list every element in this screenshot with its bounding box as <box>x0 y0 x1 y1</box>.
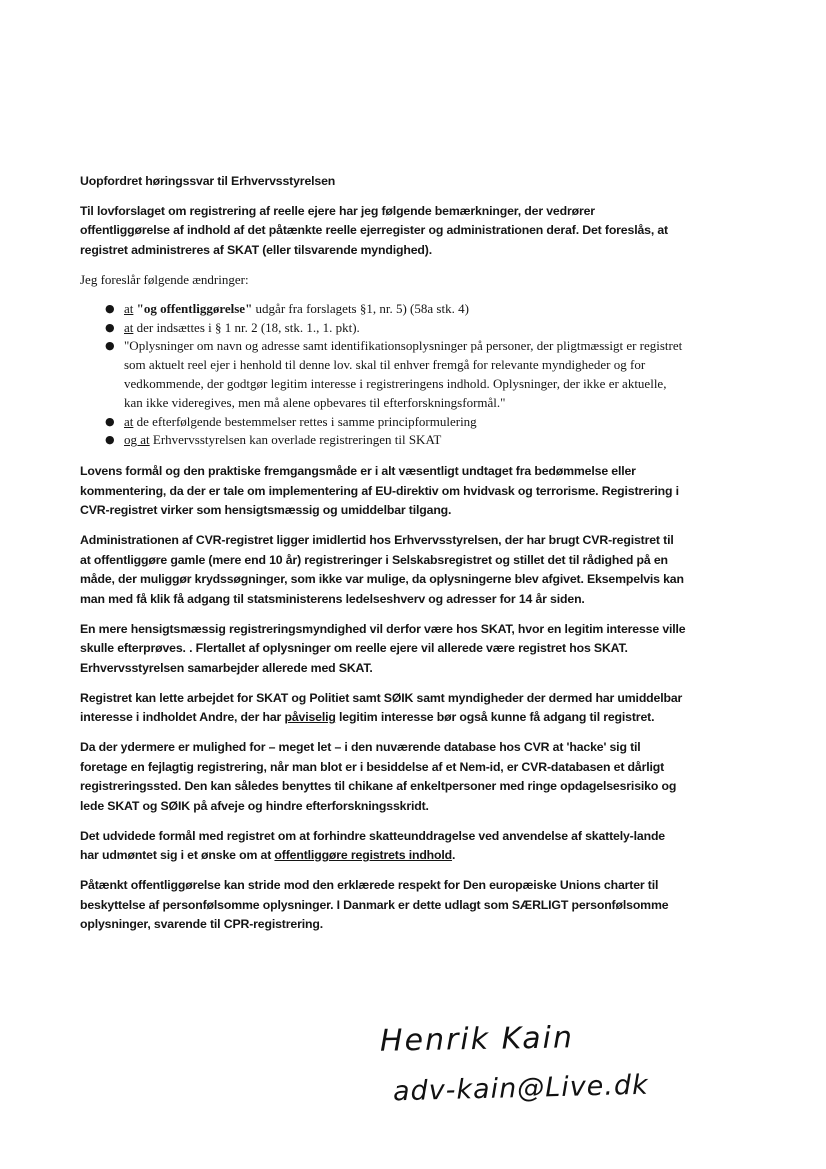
bullet-text: udgår fra forslagets §1, nr. 5) (58a stk. 4) <box>252 300 469 316</box>
paragraph-text: legitim interesse bør også kunne få adgang til registret. <box>335 710 655 725</box>
letter-body <box>80 172 686 945</box>
list-item <box>105 431 686 450</box>
bullet-prefix: at <box>124 413 134 429</box>
bullet-text: der indsættes i § 1 nr. 2 (18, stk. 1., 1. pkt). <box>133 319 360 335</box>
paragraph-text: Registret kan lette arbejdet for SKAT og Politiet samt SØIK samt myndigheder der dermed har umiddelbar interesse i indholdet Andre, der har <box>80 690 683 725</box>
bullet-icon: ● <box>105 320 115 334</box>
paragraph-tax-havens <box>80 827 686 866</box>
paragraph-charter: Påtænkt offentliggørelse kan stride mod den erklærede respekt for Den europæiske Unions charter til beskyttelse af personfølsomme oplysninger. I Danmark er dette udlagt som SÆRLIGT personfølsomme oplysninger, svarende til CPR-registrering. <box>80 878 669 932</box>
signature-email: adv-kain@Live.dk <box>392 1069 650 1108</box>
bullet-icon: ● <box>105 339 115 353</box>
paragraph-access <box>80 689 686 728</box>
bullet-prefix: at <box>124 300 134 316</box>
proposals-lead: Jeg foreslår følgende ændringer: <box>80 271 249 287</box>
bullet-text: Erhvervsstyrelsen kan overlade registreringen til SKAT <box>149 432 442 448</box>
bullet-prefix: og at <box>124 432 150 448</box>
bullet-icon: ● <box>105 414 115 428</box>
list-item <box>105 300 686 319</box>
list-item <box>105 413 686 432</box>
paragraph-text: . <box>452 848 456 863</box>
bullet-text: "Oplysninger om navn og adresse samt identifikationsoplysninger på personer, der pligtmæssigt er registret som aktuelt reel ejer i henhold til denne lov. skal til enhver fremgå for relevante myndigheder og for vedkommende, der godtgør legitim interesse i registreringens indhold. Oplysninger, der ikke er aktuelle, kan ikke videregives, men må alene opbevares til efterforskningsformål." <box>124 338 683 410</box>
paragraph-text: Det udvidede formål med registret om at forhindre skatteunddragelse ved anvendelse af skattely-lande har udmøntet sig i et ønske om at <box>80 828 665 863</box>
proposal-list <box>80 300 686 450</box>
paragraph-purpose: Lovens formål og den praktiske fremgangsmåde er i alt væsentligt undtaget fra bedømmelse eller kommentering, da der er tale om implementering af EU-direktiv om hvidvask og terrorisme. Registrering i CVR-registret virker som hensigtsmæssig og umiddelbar tilgang. <box>80 464 679 518</box>
list-item <box>105 319 686 338</box>
underlined-word: påviselig <box>284 710 336 725</box>
bullet-prefix: at <box>124 319 134 335</box>
underlined-phrase: offentliggøre registrets indhold <box>274 848 453 863</box>
bullet-text: de efterfølgende bestemmelser rettes i samme principformulering <box>133 413 477 429</box>
paragraph-administration: Administrationen af CVR-registret ligger imidlertid hos Erhvervsstyrelsen, der har brugt CVR-registret til at offentliggøre gamle (mere end 10 år) registreringer i Selskabsregistret og stillet det til rådighed på en måde, der muliggør krydssøgninger, som ikke var mulige, da oplysningerne blev afgivet. Eksempelvis kan man med få klik få adgang til statsministerens ledelseshverv og adresser for 14 år siden. <box>80 533 684 606</box>
intro-paragraph: Til lovforslaget om registrering af reelle ejere har jeg følgende bemærkninger, der vedrører offentliggørelse af indhold af det påtænkte reelle ejerregister og administrationen deraf. Det foreslås, at registret administreres af SKAT (eller tilsvarende myndighed). <box>80 203 668 257</box>
paragraph-security: Da der ydermere er mulighed for – meget let – i den nuværende database hos CVR at 'hacke' sig til foretage en fejlagtig registrering, når man blot er i besiddelse af et Nem-id, er CVR-databasen et dårligt registreringssted. Den kan således benyttes til chikane af enkeltpersoner med ringe opdagelsesrisiko og lede SKAT og SØIK på afveje og hindre efterforskningsskridt. <box>80 740 677 813</box>
list-item <box>105 337 686 412</box>
signature-name: Henrik Kain <box>379 1020 575 1059</box>
document-title: Uopfordret høringssvar til Erhvervsstyrelsen <box>80 174 336 188</box>
bullet-emphasis: "og offentliggørelse" <box>136 300 253 316</box>
bullet-icon: ● <box>105 301 115 315</box>
paragraph-skat: En mere hensigtsmæssig registreringsmyndighed vil derfor være hos SKAT, hvor en legitim interesse ville skulle efterprøves. . Flertallet af oplysninger om reelle ejere vil allerede være registret hos SKAT. Erhvervsstyrelsen samarbejder allerede med SKAT. <box>80 621 686 675</box>
bullet-icon: ● <box>105 433 115 447</box>
